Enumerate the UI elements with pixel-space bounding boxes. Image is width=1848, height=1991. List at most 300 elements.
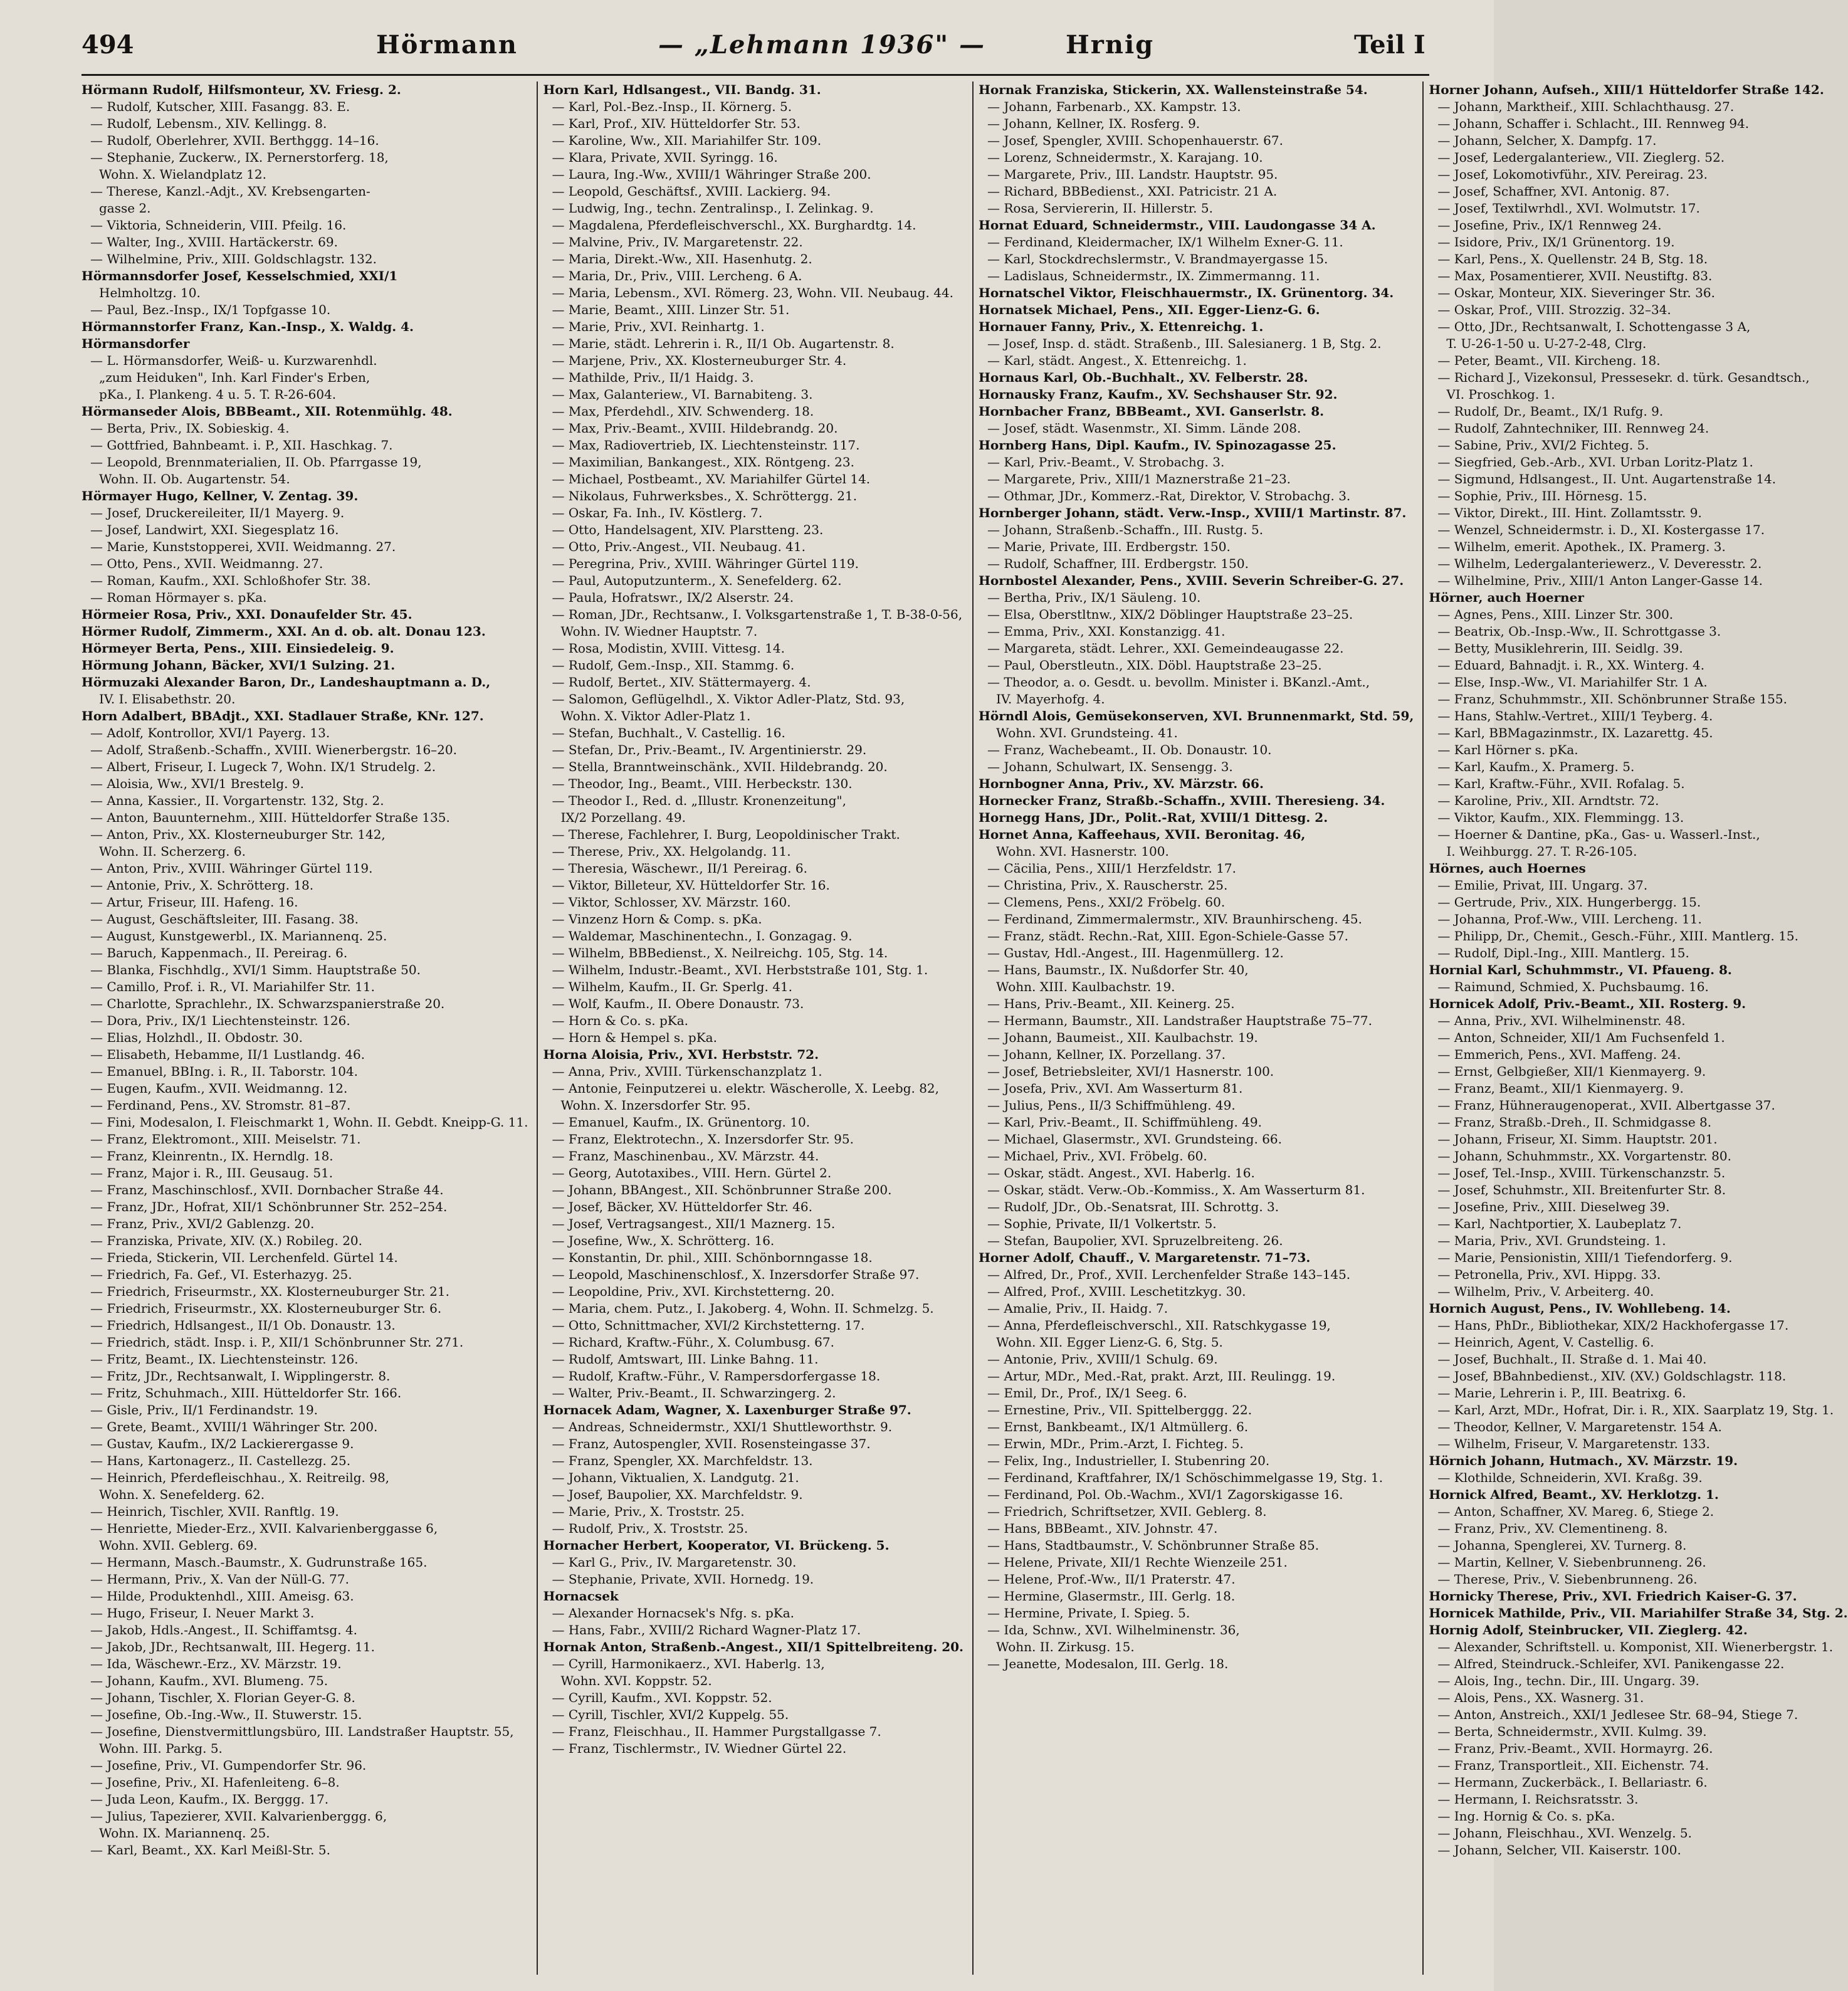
directory-entry: Wohn. XII. Egger Lienz-G. 6, Stg. 5. (996, 1335, 1223, 1350)
directory-entry: — Karl G., Priv., IV. Margaretenstr. 30. (552, 1555, 797, 1570)
directory-entry: — Wilhelm, Kaufm., II. Gr. Sperlg. 41. (552, 979, 793, 994)
directory-entry: — Josef, Ledergalanteriew., VII. Zieglerg. 52. (1437, 150, 1725, 165)
directory-entry: — August, Geschäftsleiter, III. Fasang. 38. (90, 911, 359, 927)
directory-entry: — Hans, Kartonagerz., II. Castellezg. 25. (90, 1453, 351, 1468)
directory-entry: — Else, Insp.-Ww., VI. Mariahilfer Str. 1 A. (1437, 675, 1708, 690)
directory-entry: — Horn & Hempel s. pKa. (552, 1030, 717, 1045)
directory-entry: Hornaus Karl, Ob.-Buchhalt., XV. Felberstr. 28. (979, 370, 1308, 385)
directory-entry: — Johann, Viktualien, X. Landgutg. 21. (552, 1470, 799, 1485)
directory-entry: — Marie, Pensionistin, XIII/1 Tiefendorferg. 9. (1437, 1250, 1733, 1265)
directory-entry: — Josef, Insp. d. städt. Straßenb., III. Salesianerg. 1 B, Stg. 2. (987, 336, 1382, 351)
directory-entry: — Karl, städt. Angest., X. Ettenreichg. 1. (987, 353, 1247, 368)
directory-entry: Wohn. X. Wielandplatz 12. (99, 167, 266, 182)
directory-entry: — Cyrill, Kaufm., XVI. Koppstr. 52. (552, 1690, 772, 1705)
directory-entry: Wohn. X. Inzersdorfer Str. 95. (560, 1098, 751, 1113)
directory-entry: — Therese, Priv., XX. Helgolandg. 11. (552, 844, 791, 859)
directory-entry: Wohn. X. Viktor Adler-Platz 1. (560, 708, 751, 723)
directory-entry: — August, Kunstgewerbl., IX. Mariannenq. 25. (90, 928, 387, 943)
directory-entry: — Aloisia, Ww., XVI/1 Brestelg. 9. (90, 776, 304, 791)
directory-entry: — Helene, Private, XII/1 Rechte Wienzeile 251. (987, 1555, 1288, 1570)
directory-entry: — Josef, Vertragsangest., XII/1 Maznerg. 15. (552, 1216, 836, 1231)
directory-entry: Wohn. XVI. Koppstr. 52. (560, 1673, 712, 1688)
directory-entry: — Rudolf, Bertet., XIV. Stättermayerg. 4. (552, 675, 811, 690)
directory-entry: Hörmuzaki Alexander Baron, Dr., Landeshauptmann a. D., (81, 675, 491, 690)
directory-entry: Wohn. XIII. Kaulbachstr. 19. (996, 979, 1175, 994)
directory-entry: — Rudolf, Dipl.-Ing., XIII. Mantlerg. 15. (1437, 945, 1689, 960)
directory-entry: — Wilhelm, emerit. Apothek., IX. Pramerg. 3. (1437, 539, 1726, 554)
directory-entry: — Franz, Transportleit., XII. Eichenstr. 74. (1437, 1758, 1709, 1773)
directory-entry: — Marie, Kunststopperei, XVII. Weidmanng. 27. (90, 539, 396, 554)
directory-entry: Hörmansdorfer (81, 336, 190, 351)
directory-entry: — Elias, Holzhdl., II. Obdostr. 30. (90, 1030, 303, 1045)
directory-entry: — Franz, Priv., XV. Clementineng. 8. (1437, 1521, 1668, 1536)
directory-entry: — Wenzel, Schneidermstr. i. D., XI. Kostergasse 17. (1437, 522, 1765, 537)
directory-entry: VI. Proschkog. 1. (1446, 387, 1555, 402)
directory-entry: — Hermann, I. Reichsratsstr. 3. (1437, 1792, 1639, 1807)
directory-entry: — Alexander, Schriftstell. u. Komponist, XII. Wienerbergstr. 1. (1437, 1639, 1834, 1654)
directory-entry: — Rudolf, Gem.-Insp., XII. Stammg. 6. (552, 658, 795, 673)
directory-entry: — Therese, Fachlehrer, I. Burg, Leopoldinischer Trakt. (552, 827, 900, 842)
directory-entry: — Wilhelm, Priv., V. Arbeiterg. 40. (1437, 1284, 1654, 1299)
directory-entry: — Malvine, Priv., IV. Margaretenstr. 22. (552, 234, 803, 250)
directory-entry: Hörmayer Hugo, Kellner, V. Zentag. 39. (81, 488, 359, 503)
directory-entry: — Hilde, Produktenhdl., XIII. Ameisg. 63. (90, 1589, 354, 1604)
directory-entry: — Dora, Priv., IX/1 Liechtensteinstr. 126. (90, 1013, 350, 1028)
directory-entry: I. Weihburgg. 27. T. R-26-105. (1446, 844, 1637, 859)
directory-entry: — Hugo, Friseur, I. Neuer Markt 3. (90, 1605, 315, 1621)
directory-entry: Hörndl Alois, Gemüsekonserven, XVI. Brunnenmarkt, Std. 59, (979, 708, 1414, 723)
directory-entry: — Sophie, Priv., III. Hörnesg. 15. (1437, 488, 1647, 503)
directory-entry: — Josef, Textilwrhdl., XVI. Wolmutstr. 17. (1437, 201, 1700, 216)
directory-entry: — Viktoria, Schneiderin, VIII. Pfeilg. 16. (90, 218, 347, 233)
directory-entry: — Anton, Priv., XVIII. Währinger Gürtel 119. (90, 861, 373, 876)
directory-entry: — Max, Pferdehdl., XIV. Schwenderg. 18. (552, 404, 814, 419)
directory-entry: — Rudolf, Lebensm., XIV. Kellingg. 8. (90, 116, 327, 131)
directory-entry: — Anton, Schneider, XII/1 Am Fuchsenfeld 1. (1437, 1030, 1725, 1045)
directory-entry: — Anton, Schaffner, XV. Mareg. 6, Stiege 2. (1437, 1504, 1714, 1519)
directory-entry: Wohn. XVI. Grundsteing. 41. (996, 725, 1178, 740)
directory-entry: gasse 2. (99, 201, 151, 216)
directory-entry: Hornicek Mathilde, Priv., VII. Mariahilfer Straße 34, Stg. 2. (1429, 1605, 1848, 1621)
directory-entry: Wohn. II. Scherzerg. 6. (99, 844, 246, 859)
directory-entry: — Artur, MDr., Med.-Rat, prakt. Arzt, III. Reulingg. 19. (987, 1368, 1336, 1384)
directory-entry: — Hans, Stadtbaumstr., V. Schönbrunner Straße 85. (987, 1538, 1320, 1553)
directory-entry: — Artur, Friseur, III. Hafeng. 16. (90, 895, 298, 910)
directory-entry: — Karl, Kraftw.-Führ., XVII. Rofalag. 5. (1437, 776, 1685, 791)
directory-entry: — Lorenz, Schneidermstr., X. Karajang. 10. (987, 150, 1263, 165)
directory-entry: — Max, Priv.-Beamt., XVIII. Hildebrandg. 20. (552, 421, 838, 436)
directory-entry: — Michael, Priv., XVI. Fröbelg. 60. (987, 1148, 1207, 1164)
directory-entry: „zum Heiduken", Inh. Karl Finder's Erben, (99, 370, 370, 385)
directory-entry: — Rudolf, JDr., Ob.-Senatsrat, III. Schrottg. 3. (987, 1199, 1279, 1214)
directory-entry: — Jeanette, Modesalon, III. Gerlg. 18. (987, 1656, 1229, 1671)
directory-entry: — Betty, Musiklehrerin, III. Seidlg. 39. (1437, 641, 1683, 656)
directory-entry: — Franz, städt. Rechn.-Rat, XIII. Egon-Schiele-Gasse 57. (987, 928, 1348, 943)
directory-entry: — Vinzenz Horn & Comp. s. pKa. (552, 911, 762, 927)
directory-entry: — Siegfried, Geb.-Arb., XVI. Urban Loritz-Platz 1. (1437, 454, 1753, 470)
directory-entry: — Wilhelm, Friseur, V. Margaretenstr. 133. (1437, 1436, 1710, 1451)
directory-entry: — Emil, Dr., Prof., IX/1 Seeg. 6. (987, 1385, 1187, 1400)
directory-entry: Hornbogner Anna, Priv., XV. Märzstr. 66. (979, 776, 1264, 791)
directory-entry: — Josefine, Priv., XI. Hafenleiteng. 6–8. (90, 1775, 340, 1790)
directory-entry: — Otto, Priv.-Angest., VII. Neubaug. 41. (552, 539, 806, 554)
directory-entry: — Horn & Co. s. pKa. (552, 1013, 688, 1028)
directory-entry: — Rudolf, Priv., X. Troststr. 25. (552, 1521, 748, 1536)
directory-entry: — Johann, Kellner, IX. Porzellang. 37. (987, 1047, 1226, 1062)
directory-entry: — Antonie, Priv., XVIII/1 Schulg. 69. (987, 1352, 1218, 1367)
directory-entry: — Rosa, Modistin, XVIII. Vittesg. 14. (552, 641, 785, 656)
directory-entry: — Theodor, a. o. Gesdt. u. bevollm. Minister i. BKanzl.-Amt., (987, 675, 1370, 690)
directory-entry: — Martin, Kellner, V. Siebenbrunneng. 26. (1437, 1555, 1706, 1570)
directory-entry: Wohn. XVI. Hasnerstr. 100. (996, 844, 1169, 859)
directory-entry: — Max, Posamentierer, XVII. Neustiftg. 83. (1437, 268, 1713, 283)
directory-entry: — Johann, Fleischhau., XVI. Wenzelg. 5. (1437, 1826, 1693, 1841)
directory-entry: — Klara, Private, XVII. Syringg. 16. (552, 150, 778, 165)
directory-entry: — Hermann, Baumstr., XII. Landstraßer Hauptstraße 75–77. (987, 1013, 1372, 1028)
directory-entry: — Franz, Maschinschlosf., XVII. Dornbacher Straße 44. (90, 1182, 444, 1197)
directory-entry: — Gustav, Kaufm., IX/2 Lackierergasse 9. (90, 1436, 354, 1451)
directory-entry: — Rudolf, Kutscher, XIII. Fasangg. 83. E. (90, 99, 350, 114)
directory-entry: — Konstantin, Dr. phil., XIII. Schönbornngasse 18. (552, 1250, 873, 1265)
directory-entry: — Theresia, Wäschewr., II/1 Pereirag. 6. (552, 861, 807, 876)
directory-entry: — Johann, Baumeist., XII. Kaulbachstr. 19. (987, 1030, 1258, 1045)
directory-entry: — Johann, Selcher, X. Dampfg. 17. (1437, 133, 1657, 148)
directory-entry: Horn Adalbert, BBAdjt., XXI. Stadlauer Straße, KNr. 127. (81, 708, 484, 723)
directory-entry: — Friedrich, Hdlsangest., II/1 Ob. Donaustr. 13. (90, 1318, 396, 1333)
directory-entry: — Anna, Priv., XVI. Wilhelminenstr. 48. (1437, 1013, 1686, 1028)
directory-entry: — Rosa, Serviererin, II. Hillerstr. 5. (987, 201, 1213, 216)
directory-entry: — Marie, städt. Lehrerin i. R., II/1 Ob. Augartenstr. 8. (552, 336, 895, 351)
directory-entry: — Ernst, Bankbeamt., IX/1 Altmüllerg. 6. (987, 1419, 1249, 1434)
directory-entry: — Nikolaus, Fuhrwerksbes., X. Schröttergg. 21. (552, 488, 858, 503)
directory-entry: — Hans, Stahlw.-Vertret., XIII/1 Teyberg. 4. (1437, 708, 1713, 723)
directory-entry: — Marjene, Priv., XX. Klosterneuburger Str. 4. (552, 353, 847, 368)
directory-entry: — Clemens, Pens., XXI/2 Fröbelg. 60. (987, 895, 1226, 910)
directory-entry: — Alfred, Dr., Prof., XVII. Lerchenfelder Straße 143–145. (987, 1267, 1351, 1282)
directory-entry: — Elsa, Oberstltnw., XIX/2 Döblinger Hauptstraße 23–25. (987, 607, 1353, 622)
directory-entry: — Klothilde, Schneiderin, XVI. Kraßg. 39. (1437, 1470, 1703, 1485)
directory-entry: — Gustav, Hdl.-Angest., III. Hagenmüllerg. 12. (987, 945, 1284, 960)
directory-entry: — Johann, Selcher, VII. Kaiserstr. 100. (1437, 1842, 1681, 1857)
directory-entry: — Johann, Schuhmmstr., XX. Vorgartenstr. 80. (1437, 1148, 1731, 1164)
directory-entry: IV. Mayerhofg. 4. (996, 691, 1105, 707)
directory-entry: — Max, Radiovertrieb, IX. Liechtensteinstr. 117. (552, 438, 860, 453)
directory-entry: — Ferdinand, Kleidermacher, IX/1 Wilhelm Exner-G. 11. (987, 234, 1343, 250)
directory-entry: Wohn. X. Senefelderg. 62. (99, 1487, 265, 1502)
directory-entry: — Maria, chem. Putz., I. Jakoberg. 4, Wohn. II. Schmelzg. 5. (552, 1301, 934, 1316)
directory-entry: — Frieda, Stickerin, VII. Lerchenfeld. Gürtel 14. (90, 1250, 398, 1265)
directory-entry: — Margareta, städt. Lehrer., XXI. Gemeindeaugasse 22. (987, 641, 1344, 656)
directory-entry: — Isidore, Priv., IX/1 Grünentorg. 19. (1437, 234, 1675, 250)
directory-entry: — Johanna, Prof.-Ww., VIII. Lercheng. 11. (1437, 911, 1702, 927)
directory-entry: — Georg, Autotaxibes., VIII. Hern. Gürtel 2. (552, 1165, 832, 1180)
directory-entry: — Leopold, Geschäftsf., XVIII. Lackierg. 94. (552, 184, 831, 199)
directory-entry: — Emmerich, Pens., XVI. Maffeng. 24. (1437, 1047, 1681, 1062)
directory-entry: — Wilhelmine, Priv., XIII/1 Anton Langer-Gasse 14. (1437, 573, 1763, 588)
directory-entry: — Franz, Elektromont., XIII. Meiselstr. 71. (90, 1132, 361, 1147)
directory-entry: — Johann, Straßenb.-Schaffn., III. Rustg. 5. (987, 522, 1264, 537)
directory-entry: Hornberger Johann, städt. Verw.-Insp., XVIII/1 Martinstr. 87. (979, 505, 1407, 520)
directory-entry: — Leopold, Brennmaterialien, II. Ob. Pfarrgasse 19, (90, 454, 422, 470)
directory-entry: — Josefine, Ob.-Ing.-Ww., II. Stuwerstr. 15. (90, 1707, 362, 1722)
directory-entry: — Sabine, Priv., XVI/2 Fichteg. 5. (1437, 438, 1649, 453)
directory-entry: — Karl, Kaufm., X. Pramerg. 5. (1437, 759, 1635, 774)
directory-entry: — Magdalena, Pferdefleischverschl., XX. Burghardtg. 14. (552, 218, 916, 233)
directory-entry: — Franz, Major i. R., III. Geusaug. 51. (90, 1165, 333, 1180)
directory-entry: — Roman Hörmayer s. pKa. (90, 590, 267, 605)
directory-entry: — Josef, Buchhalt., II. Straße d. 1. Mai 40. (1437, 1352, 1707, 1367)
directory-entry: — Theodor, Kellner, V. Margaretenstr. 154 A. (1437, 1419, 1722, 1434)
directory-entry: — Julius, Pens., II/3 Schiffmühleng. 49. (987, 1098, 1236, 1113)
directory-entry: — Margarete, Priv., XIII/1 Maznerstraße 21–23. (987, 471, 1291, 486)
directory-entry: Wohn. IX. Mariannenq. 25. (99, 1826, 270, 1841)
directory-entry: — Josefine, Priv., VI. Gumpendorfer Str. 96. (90, 1758, 367, 1773)
directory-entry: — Franz, Priv., XVI/2 Gablenzg. 20. (90, 1216, 315, 1231)
directory-entry: — Erwin, MDr., Prim.-Arzt, I. Fichteg. 5. (987, 1436, 1244, 1451)
directory-entry: Wohn. II. Zirkusg. 15. (996, 1639, 1135, 1654)
directory-entry: — Walter, Priv.-Beamt., II. Schwarzingerg. 2. (552, 1385, 836, 1400)
column-2 (537, 81, 963, 1975)
directory-entry: — Richard, BBBedienst., XXI. Patricistr. 21 A. (987, 184, 1278, 199)
directory-entry: — Oskar, städt. Angest., XVI. Haberlg. 16. (987, 1165, 1255, 1180)
directory-entry: — Anton, Bauunternehm., XIII. Hütteldorfer Straße 135. (90, 810, 450, 825)
directory-entry: — Rudolf, Zahntechniker, III. Rennweg 24. (1437, 421, 1709, 436)
directory-entry: — Johann, Schaffer i. Schlacht., III. Rennweg 94. (1437, 116, 1750, 131)
directory-entry: — Hans, Fabr., XVIII/2 Richard Wagner-Platz 17. (552, 1622, 861, 1637)
directory-entry: — Alois, Pens., XX. Wasnerg. 31. (1437, 1690, 1644, 1705)
directory-entry: — Max, Galanteriew., VI. Barnabiteng. 3. (552, 387, 813, 402)
directory-entry: — Charlotte, Sprachlehr., IX. Schwarzspanierstraße 20. (90, 996, 445, 1011)
directory-entry: — Antonie, Priv., X. Schrötterg. 18. (90, 878, 314, 893)
directory-entry: T. U-26-1-50 u. U-27-2-48, Clrg. (1446, 336, 1647, 351)
directory-entry: Hornak Anton, Straßenb.-Angest., XII/1 Spittelbreiteng. 20. (543, 1639, 964, 1654)
directory-entry: — Heinrich, Agent, V. Castellig. 6. (1437, 1335, 1654, 1350)
directory-entry: — Josef, Bäcker, XV. Hütteldorfer Str. 46. (552, 1199, 812, 1214)
directory-entry: — Michael, Glasermstr., XVI. Grundsteing. 66. (987, 1132, 1282, 1147)
directory-entry: Hornial Karl, Schuhmmstr., VI. Pfaueng. 8. (1429, 962, 1732, 977)
directory-entry: Horna Aloisia, Priv., XVI. Herbststr. 72. (543, 1047, 819, 1062)
directory-entry: — Stefan, Dr., Priv.-Beamt., IV. Argentinierstr. 29. (552, 742, 867, 757)
directory-entry: — Josef, Tel.-Insp., XVIII. Türkenschanzstr. 5. (1437, 1165, 1726, 1180)
directory-entry: Hornauer Fanny, Priv., X. Ettenreichg. 1. (979, 319, 1264, 334)
directory-entry: — Paula, Hofratswr., IX/2 Alserstr. 24. (552, 590, 794, 605)
directory-entry: — Fini, Modesalon, I. Fleischmarkt 1, Wohn. II. Gebdt. Kneipp-G. 11. (90, 1115, 528, 1130)
directory-entry: — Franz, Priv.-Beamt., XVII. Hormayrg. 26. (1437, 1741, 1713, 1756)
directory-entry: — Franziska, Private, XIV. (X.) Robileg. 20. (90, 1233, 362, 1248)
directory-entry: — Johann, Tischler, X. Florian Geyer-G. 8. (90, 1690, 355, 1705)
directory-entry: — Franz, JDr., Hofrat, XII/1 Schönbrunner Str. 252–254. (90, 1199, 448, 1214)
directory-entry: Hornat Eduard, Schneidermstr., VIII. Laudongasse 34 A. (979, 218, 1376, 233)
directory-entry: Hornacek Adam, Wagner, X. Laxenburger Straße 97. (543, 1402, 911, 1417)
directory-entry: — Maria, Dr., Priv., VIII. Lercheng. 6 A. (552, 268, 802, 283)
directory-entry: — Emilie, Privat, III. Ungarg. 37. (1437, 878, 1648, 893)
directory-entry: — Christina, Priv., X. Rauscherstr. 25. (987, 878, 1228, 893)
directory-entry: — Stella, Branntweinschänk., XVII. Hildebrandg. 20. (552, 759, 888, 774)
directory-entry: — Theodor I., Red. d. „Illustr. Kronenzeitung", (552, 793, 846, 808)
directory-entry: — Felix, Ing., Industrieller, I. Stubenring 20. (987, 1453, 1270, 1468)
directory-entry: — Cyrill, Tischler, XVI/2 Kuppelg. 55. (552, 1707, 789, 1722)
directory-entry: — Fritz, JDr., Rechtsanwalt, I. Wipplingerstr. 8. (90, 1368, 391, 1384)
directory-entry: — Karl Hörner s. pKa. (1437, 742, 1578, 757)
directory-entry: — Emma, Priv., XXI. Konstanzigg. 41. (987, 624, 1226, 639)
directory-entry: — Jakob, JDr., Rechtsanwalt, III. Hegerg. 11. (90, 1639, 375, 1654)
directory-entry: — Antonie, Feinputzerei u. elektr. Wäscherolle, X. Leebg. 82, (552, 1081, 940, 1096)
directory-entry: — Paul, Oberstleutn., XIX. Döbl. Hauptstraße 23–25. (987, 658, 1322, 673)
directory-entry: — Therese, Kanzl.-Adjt., XV. Krebsengarten- (90, 184, 370, 199)
directory-entry: — Franz, Straßb.-Dreh., II. Schmidgasse 8. (1437, 1115, 1712, 1130)
directory-entry: — Ernst, Gelbgießer, XII/1 Kienmayerg. 9. (1437, 1064, 1706, 1079)
directory-entry: — Ferdinand, Pol. Ob.-Wachm., XVI/1 Zagorskigasse 16. (987, 1487, 1343, 1502)
directory-entry: — Johann, Marktheif., XIII. Schlachthausg. 27. (1437, 99, 1735, 114)
directory-entry: — Karoline, Ww., XII. Mariahilfer Str. 109. (552, 133, 822, 148)
header-part: Teil I (1354, 30, 1425, 60)
directory-entry: — Maria, Direkt.-Ww., XII. Hasenhutg. 2. (552, 251, 812, 266)
directory-entry: — Johann, Kaufm., XVI. Blumeng. 75. (90, 1673, 328, 1688)
directory-entry: — Grete, Beamt., XVIII/1 Währinger Str. 200. (90, 1419, 378, 1434)
directory-entry: — Richard J., Vizekonsul, Pressesekr. d. türk. Gesandtsch., (1437, 370, 1810, 385)
directory-entry: — Josef, Betriebsleiter, XVI/1 Hasnerstr. 100. (987, 1064, 1274, 1079)
directory-entry: — Viktor, Direkt., III. Hint. Zollamtsstr. 9. (1437, 505, 1702, 520)
directory-entry: Hornicky Therese, Priv., XVI. Friedrich Kaiser-G. 37. (1429, 1589, 1797, 1604)
directory-entry: — Franz, Beamt., XII/1 Kienmayerg. 9. (1437, 1081, 1684, 1096)
directory-entry: — Friedrich, städt. Insp. i. P., XII/1 Schönbrunner Str. 271. (90, 1335, 464, 1350)
directory-entry: pKa., I. Plankeng. 4 u. 5. T. R-26-604. (99, 387, 337, 402)
directory-entry: — Stephanie, Zuckerw., IX. Pernerstorferg. 18, (90, 150, 389, 165)
directory-entry: Hornausky Franz, Kaufm., XV. Sechshauser Str. 92. (979, 387, 1338, 402)
directory-entry: — Beatrix, Ob.-Insp.-Ww., II. Schrottgasse 3. (1437, 624, 1721, 639)
directory-entry: — Waldemar, Maschinentechn., I. Gonzagag. 9. (552, 928, 853, 943)
directory-entry: Hornich August, Pens., IV. Wohllebeng. 14. (1429, 1301, 1731, 1316)
directory-entry: — Helene, Prof.-Ww., II/1 Praterstr. 47. (987, 1572, 1236, 1587)
directory-entry: — Laura, Ing.-Ww., XVIII/1 Währinger Straße 200. (552, 167, 871, 182)
directory-entry: — Heinrich, Tischler, XVII. Ranftlg. 19. (90, 1504, 339, 1519)
directory-entry: — Berta, Schneidermstr., XVII. Kulmg. 39. (1437, 1724, 1707, 1739)
header-left-name: Hörmann (376, 30, 518, 60)
page-number: 494 (81, 30, 134, 60)
directory-entry: — Rudolf, Amtswart, III. Linke Bahng. 11. (552, 1352, 819, 1367)
directory-entry: — Bertha, Priv., IX/1 Säuleng. 10. (987, 590, 1201, 605)
directory-entry: — Agnes, Pens., XIII. Linzer Str. 300. (1437, 607, 1674, 622)
directory-entry: — Josef, Schuhmstr., XII. Breitenfurter Str. 8. (1437, 1182, 1726, 1197)
column-1 (81, 81, 528, 1975)
directory-entry: — Gertrude, Priv., XIX. Hungerbergg. 15. (1437, 895, 1701, 910)
directory-entry: — Therese, Priv., V. Siebenbrunneng. 26. (1437, 1572, 1698, 1587)
directory-entry: — Ida, Schnw., XVI. Wilhelminenstr. 36, (987, 1622, 1240, 1637)
directory-entry: — Emanuel, BBIng. i. R., II. Taborstr. 104. (90, 1064, 359, 1079)
directory-entry: — Ida, Wäschewr.-Erz., XV. Märzstr. 19. (90, 1656, 342, 1671)
directory-entry: — Berta, Priv., IX. Sobieskig. 4. (90, 421, 290, 436)
directory-entry: — Othmar, JDr., Kommerz.-Rat, Direktor, V. Strobachg. 3. (987, 488, 1351, 503)
directory-entry: Hornegg Hans, JDr., Polit.-Rat, XVIII/1 Dittesg. 2. (979, 810, 1328, 825)
directory-entry: — Michael, Postbeamt., XV. Mariahilfer Gürtel 14. (552, 471, 871, 486)
directory-entry: Hörmeyer Berta, Pens., XIII. Einsiedeleig. 9. (81, 641, 394, 656)
directory-entry: — Oskar, Prof., VIII. Strozzig. 32–34. (1437, 302, 1671, 317)
directory-entry: — Johann, Schulwart, IX. Sensengg. 3. (987, 759, 1233, 774)
directory-entry: — Friedrich, Schriftsetzer, XVII. Geblerg. 8. (987, 1504, 1267, 1519)
directory-entry: — Karl, Priv.-Beamt., V. Strobachg. 3. (987, 454, 1225, 470)
directory-entry: — Josefine, Priv., XIII. Dieselweg 39. (1437, 1199, 1670, 1214)
directory-entry: — L. Hörmansdorfer, Weiß- u. Kurzwarenhdl. (90, 353, 377, 368)
directory-entry: — Adolf, Straßenb.-Schaffn., XVIII. Wienerbergstr. 16–20. (90, 742, 457, 757)
directory-entry: — Josef, BBahnbedienst., XIV. (XV.) Goldschlagstr. 118. (1437, 1368, 1787, 1384)
directory-entry: — Alois, Ing., techn. Dir., III. Ungarg. 39. (1437, 1673, 1699, 1688)
columns (81, 81, 1848, 1975)
directory-entry: — Roman, JDr., Rechtsanw., I. Volksgartenstraße 1, T. B-38-0-56, (552, 607, 963, 622)
directory-entry: — Franz, Schuhmmstr., XII. Schönbrunner Straße 155. (1437, 691, 1787, 707)
directory-entry: — Josef, Spengler, XVIII. Schopenhauerstr. 67. (987, 133, 1283, 148)
directory-entry: Hörner, auch Hoerner (1429, 590, 1584, 605)
directory-entry: — Maria, Priv., XVI. Grundsteing. 1. (1437, 1233, 1666, 1248)
directory-entry: — Johann, Kellner, IX. Rosferg. 9. (987, 116, 1200, 131)
directory-entry: Hornatsek Michael, Pens., XII. Egger-Lienz-G. 6. (979, 302, 1320, 317)
directory-entry: — Wilhelmine, Priv., XIII. Goldschlagstr. 132. (90, 251, 377, 266)
column-3 (972, 81, 1414, 1975)
directory-entry: Wohn. IV. Wiedner Hauptstr. 7. (560, 624, 758, 639)
directory-entry: — Josefine, Ww., X. Schrötterg. 16. (552, 1233, 775, 1248)
directory-entry: — Stephanie, Private, XVII. Hornedg. 19. (552, 1572, 814, 1587)
directory-entry: — Hans, Baumstr., IX. Nußdorfer Str. 40, (987, 962, 1249, 977)
directory-entry: — Otto, Schnittmacher, XVI/2 Kirchstetterng. 17. (552, 1318, 865, 1333)
directory-entry: Wohn. II. Ob. Augartenstr. 54. (99, 471, 290, 486)
directory-entry: — Marie, Priv., X. Troststr. 25. (552, 1504, 745, 1519)
header-title: — „Lehmann 1936" — (658, 30, 986, 60)
page-header (81, 30, 1436, 69)
directory-entry: — Franz, Kleinrentn., IX. Herndlg. 18. (90, 1148, 333, 1164)
directory-entry: — Sigmund, Hdlsangest., II. Unt. Augartenstraße 14. (1437, 471, 1777, 486)
directory-entry: — Wilhelm, Ledergalanteriewerz., V. Deveresstr. 2. (1437, 556, 1762, 571)
directory-entry: — Karl, Stockdrechslermstr., V. Brandmayergasse 15. (987, 251, 1328, 266)
directory-entry: — Petronella, Priv., XVI. Hippg. 33. (1437, 1267, 1661, 1282)
directory-entry: — Hermann, Priv., X. Van der Nüll-G. 77. (90, 1572, 349, 1587)
directory-entry: — Gottfried, Bahnbeamt. i. P., XII. Haschkag. 7. (90, 438, 393, 453)
directory-entry: — Richard, Kraftw.-Führ., X. Columbusg. 67. (552, 1335, 834, 1350)
directory-entry: — Wilhelm, Industr.-Beamt., XVI. Herbststraße 101, Stg. 1. (552, 962, 928, 977)
directory-entry: — Josef, Druckereileiter, II/1 Mayerg. 9. (90, 505, 345, 520)
directory-entry: — Anton, Priv., XX. Klosterneuburger Str. 142, (90, 827, 386, 842)
directory-entry: — Hans, PhDr., Bibliothekar, XIX/2 Hackhofergasse 17. (1437, 1318, 1789, 1333)
directory-entry: — Wilhelm, BBBedienst., X. Neilreichg. 105, Stg. 14. (552, 945, 888, 960)
directory-entry: — Hoerner & Dantine, pKa., Gas- u. Wasserl.-Inst., (1437, 827, 1760, 842)
directory-entry: — Ladislaus, Schneidermstr., IX. Zimmermanng. 11. (987, 268, 1320, 283)
directory-entry: — Karl, Arzt, MDr., Hofrat, Dir. i. R., XIX. Saarplatz 19, Stg. 1. (1437, 1402, 1834, 1417)
directory-entry: — Otto, Handelsagent, XIV. Plarstteng. 23. (552, 522, 824, 537)
directory-entry: — Salomon, Geflügelhdl., X. Viktor Adler-Platz, Std. 93, (552, 691, 905, 707)
directory-entry: Hörmannsdorfer Josef, Kesselschmied, XXI/1 (81, 268, 398, 283)
directory-entry: — Oskar, Monteur, XIX. Sieveringer Str. 36. (1437, 285, 1715, 300)
directory-entry: — Ing. Hornig & Co. s. pKa. (1437, 1809, 1615, 1824)
directory-entry: — Viktor, Schlosser, XV. Märzstr. 160. (552, 895, 791, 910)
directory-entry: — Stefan, Baupolier, XVI. Spruzelbreiteng. 26. (987, 1233, 1283, 1248)
directory-entry: — Hermine, Glasermstr., III. Gerlg. 18. (987, 1589, 1236, 1604)
directory-entry: — Philipp, Dr., Chemit., Gesch.-Führ., XIII. Mantlerg. 15. (1437, 928, 1798, 943)
directory-entry: Hörmanseder Alois, BBBeamt., XII. Rotenmühlg. 48. (81, 404, 453, 419)
directory-entry: Hörmung Johann, Bäcker, XVI/1 Sulzing. 21. (81, 658, 396, 673)
directory-entry: — Josefine, Priv., IX/1 Rennweg 24. (1437, 218, 1662, 233)
directory-entry: — Marie, Private, III. Erdbergstr. 150. (987, 539, 1231, 554)
directory-entry: — Ferdinand, Kraftfahrer, IX/1 Schöschimmelgasse 19, Stg. 1. (987, 1470, 1383, 1485)
column-4 (1422, 81, 1847, 1975)
directory-entry: — Roman, Kaufm., XXI. Schloßhofer Str. 38. (90, 573, 371, 588)
directory-entry: — Ludwig, Ing., techn. Zentralinsp., I. Zelinkag. 9. (552, 201, 874, 216)
directory-entry: — Amalie, Priv., II. Haidg. 7. (987, 1301, 1168, 1316)
directory-entry: — Johann, Friseur, XI. Simm. Hauptstr. 201. (1437, 1132, 1718, 1147)
directory-entry: — Paul, Autoputzunterm., X. Senefelderg. 62. (552, 573, 842, 588)
directory-entry: — Rudolf, Kraftw.-Führ., V. Rampersdorfergasse 18. (552, 1368, 881, 1384)
directory-entry: — Franz, Autospengler, XVII. Rosensteingasse 37. (552, 1436, 871, 1451)
directory-entry: — Alfred, Steindruck.-Schleifer, XVI. Panikengasse 22. (1437, 1656, 1785, 1671)
directory-entry: — Alfred, Prof., XVIII. Leschetitzkyg. 30. (987, 1284, 1246, 1299)
directory-entry: — Juda Leon, Kaufm., IX. Berggg. 17. (90, 1792, 329, 1807)
